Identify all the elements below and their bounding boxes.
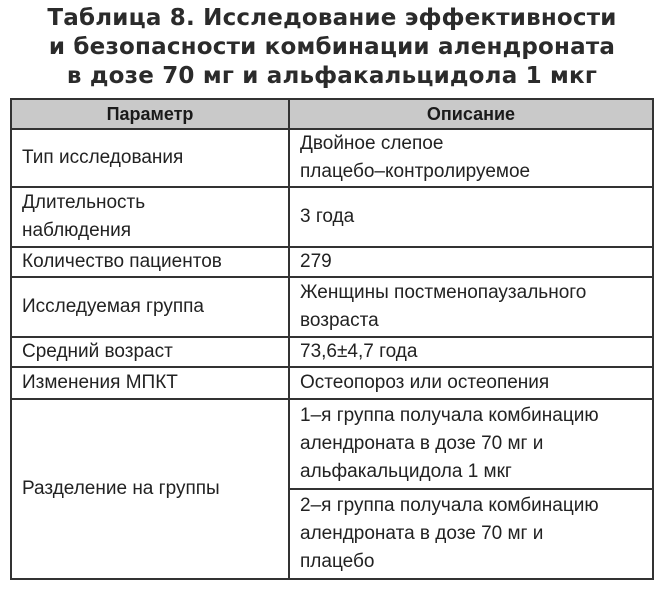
row-param: Тип исследования bbox=[11, 129, 289, 187]
row-desc: Двойное слепое плацебо–контролируемое bbox=[289, 129, 653, 187]
table-title bbox=[0, 4, 664, 91]
row-param: Средний возраст bbox=[11, 337, 289, 367]
row-desc: 2–я группа получала комбинацию алендроната в дозе 70 мг и плацебо bbox=[289, 489, 653, 579]
table-row bbox=[11, 337, 653, 367]
column-header-param: Параметр bbox=[11, 99, 289, 129]
parameters-table bbox=[10, 98, 654, 580]
title-line: и безопасности комбинации алендроната bbox=[48, 34, 616, 60]
row-desc: 1–я группа получала комбинацию алендроната в дозе 70 мг и альфакальцидола 1 мкг bbox=[289, 399, 653, 489]
table-row bbox=[11, 187, 653, 247]
row-param: Разделение на группы bbox=[11, 399, 289, 579]
table-row bbox=[11, 367, 653, 399]
row-desc: Остеопороз или остеопения bbox=[289, 367, 653, 399]
row-param: Количество пациентов bbox=[11, 247, 289, 277]
row-desc: 73,6±4,7 года bbox=[289, 337, 653, 367]
table-row bbox=[11, 399, 653, 489]
table-row bbox=[11, 129, 653, 187]
column-header-desc: Описание bbox=[289, 99, 653, 129]
title-line: в дозе 70 мг и альфакальцидола 1 мкг bbox=[66, 63, 598, 89]
table-header-row bbox=[11, 99, 653, 129]
table-row bbox=[11, 247, 653, 277]
table-row bbox=[11, 277, 653, 337]
title-line: Таблица 8. Исследование эффективности bbox=[47, 5, 617, 31]
row-desc: 279 bbox=[289, 247, 653, 277]
row-desc: 3 года bbox=[289, 187, 653, 247]
row-param: Длительность наблюдения bbox=[11, 187, 289, 247]
row-desc: Женщины постменопаузального возраста bbox=[289, 277, 653, 337]
row-param: Исследуемая группа bbox=[11, 277, 289, 337]
row-param: Изменения МПКТ bbox=[11, 367, 289, 399]
